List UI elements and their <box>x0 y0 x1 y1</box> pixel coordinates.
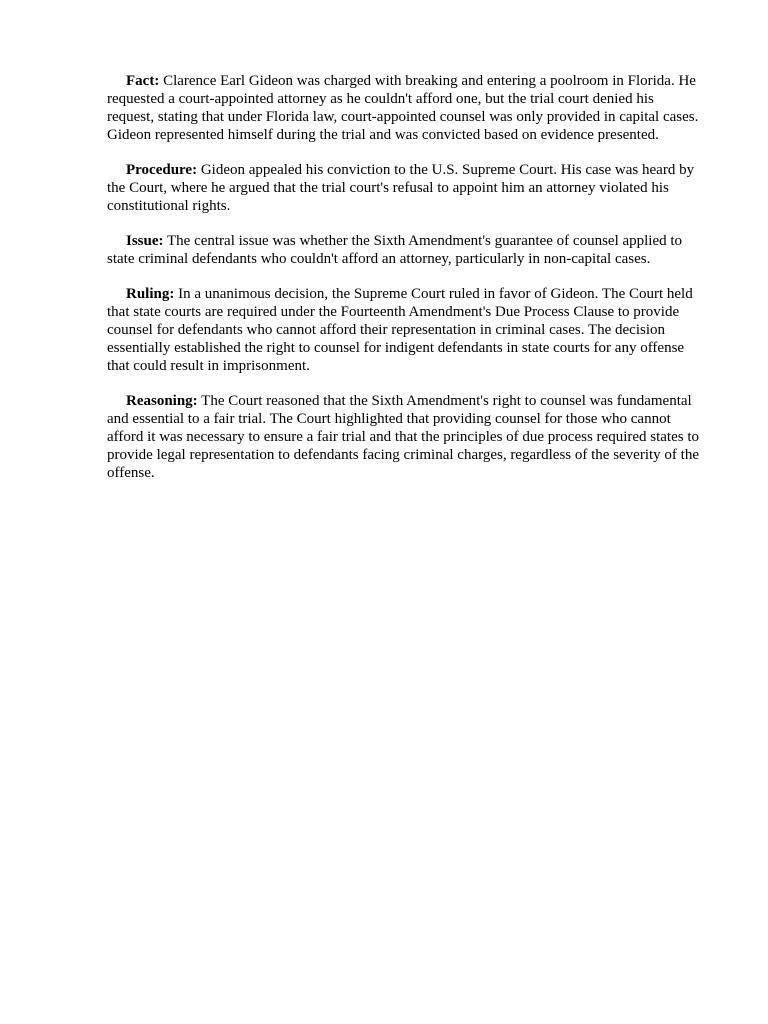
procedure-label: Procedure: <box>126 162 198 178</box>
issue-text: The central issue was whether the Sixth Amendment's guarantee of counsel applied to state criminal defendants who couldn't afford an attorney, particularly in non-capital cases. <box>107 233 683 267</box>
ruling-paragraph <box>107 285 699 375</box>
fact-label: Fact: <box>126 73 160 89</box>
issue-label: Issue: <box>126 233 164 249</box>
document-body <box>107 72 699 499</box>
fact-text: Clarence Earl Gideon was charged with breaking and entering a poolroom in Florida. He requested a court-appointed attorney as he couldn't afford one, but the trial court denied his request, stating that under Florida law, court-appointed counsel was only provided in capital cases. Gideon represented himself during the trial and was convicted based on evidence presented. <box>107 73 699 143</box>
reasoning-text: The Court reasoned that the Sixth Amendment's right to counsel was fundamental and essential to a fair trial. The Court highlighted that providing counsel for those who cannot afford it was necessary to ensure a fair trial and that the principles of due process required states to provide legal representation to defendants facing criminal charges, regardless of the severity of the offense. <box>107 393 700 481</box>
reasoning-paragraph <box>107 392 699 482</box>
reasoning-label: Reasoning: <box>126 393 198 409</box>
ruling-label: Ruling: <box>126 286 175 302</box>
procedure-paragraph <box>107 161 699 215</box>
ruling-text: In a unanimous decision, the Supreme Court ruled in favor of Gideon. The Court held that state courts are required under the Fourteenth Amendment's Due Process Clause to provide counsel for defendants who cannot afford their representation in criminal cases. The decision essentially established the right to counsel for indigent defendants in state courts for any offense that could result in imprisonment. <box>107 286 693 374</box>
issue-paragraph <box>107 232 699 268</box>
procedure-text: Gideon appealed his conviction to the U.S. Supreme Court. His case was heard by the Court, where he argued that the trial court's refusal to appoint him an attorney violated his constitutional rights. <box>107 162 695 214</box>
fact-paragraph <box>107 72 699 144</box>
